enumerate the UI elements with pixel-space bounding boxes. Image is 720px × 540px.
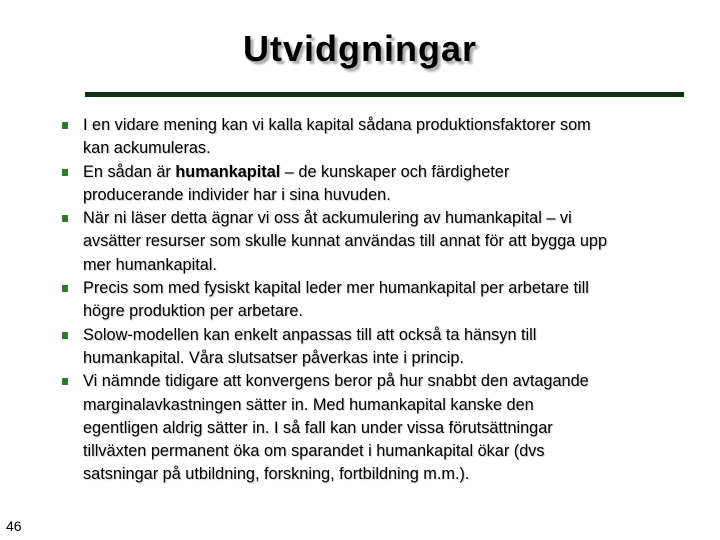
bullet-line: I en vidare mening kan vi kalla kapital sådana produktionsfaktorer som (83, 116, 591, 134)
bold-term: humankapital (175, 162, 281, 181)
bullet-line: avsätter resurser som skulle kunnat användas till annat för att bygga upp (83, 232, 608, 251)
bullet-list (62, 114, 702, 487)
text: – de kunskaper och färdigheter (280, 162, 510, 181)
bullet-item (62, 277, 702, 324)
bullet-line: egentligen aldrig sätter in. I så fall kan under vissa förutsättningar (83, 418, 553, 437)
bullet-line: satsningar på utbildning, forskning, fortbildning m.m.). (83, 465, 470, 484)
bullet-item (62, 324, 702, 371)
bullet-icon (62, 122, 68, 129)
slide-title: Utvidgningar (243, 28, 477, 69)
bullet-icon (62, 285, 68, 292)
bullet-line: högre produktion per arbetare. (83, 302, 303, 321)
bullet-line: humankapital. Våra slutsatser påverkas inte i princip. (83, 348, 464, 367)
bullet-item (62, 161, 702, 208)
bullet-icon (62, 169, 68, 176)
bullet-line (83, 161, 702, 184)
bullet-item (62, 370, 702, 486)
page-number: 46 (6, 518, 22, 534)
bullet-line: marginalavkastningen sätter in. Med humankapital kanske den (83, 395, 534, 414)
bullet-icon (62, 378, 68, 385)
bullet-item (62, 114, 702, 161)
bullet-line: producerande individer har i sina huvuden. (83, 185, 391, 204)
bullet-item (62, 207, 702, 277)
title-divider (85, 92, 684, 97)
bullet-icon (62, 215, 68, 222)
bullet-line: tillväxten permanent öka om sparandet i humankapital ökar (dvs (83, 442, 545, 461)
bullet-line: Solow-modellen kan enkelt anpassas till att också ta hänsyn till (83, 325, 537, 344)
bullet-line: Vi nämnde tidigare att konvergens beror på hur snabbt den avtagande (83, 372, 589, 391)
bullet-line: Precis som med fysiskt kapital leder mer humankapital per arbetare till (83, 279, 589, 298)
text: En sådan är (83, 162, 176, 181)
bullet-icon (62, 332, 68, 339)
bullet-line: mer humankapital. (83, 255, 217, 274)
bullet-line: kan ackumuleras. (83, 139, 211, 158)
bullet-line: När ni läser detta ägnar vi oss åt ackumulering av humankapital – vi (83, 209, 572, 228)
